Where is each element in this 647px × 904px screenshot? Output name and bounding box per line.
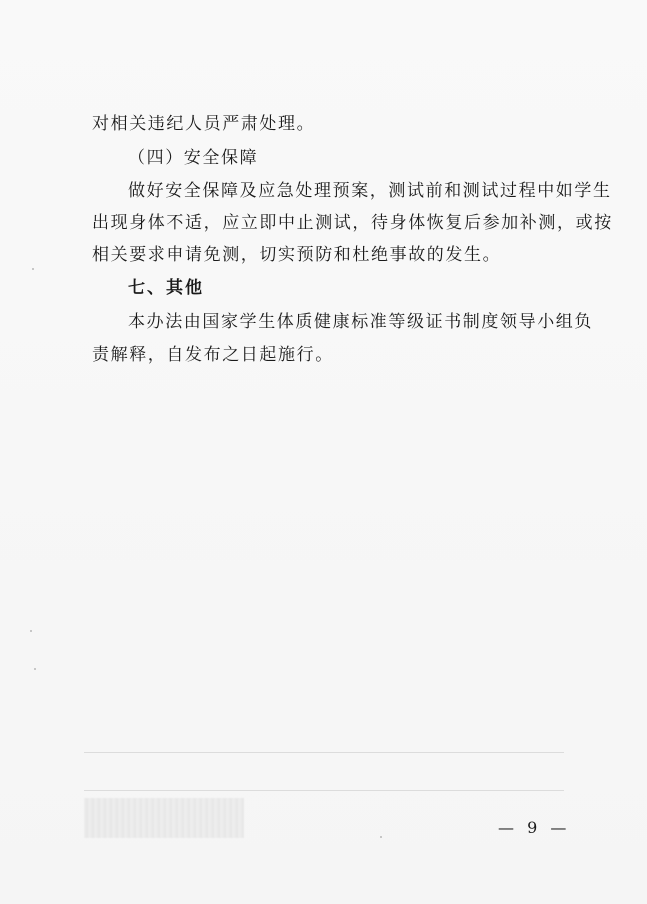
bleed-through-rule [84, 752, 564, 753]
section-heading: 七、其他 [128, 278, 204, 298]
page-number: — 9 — [498, 818, 571, 837]
section-subheading: （四）安全保障 [128, 148, 259, 168]
scan-speck [30, 630, 32, 632]
paragraph-line: 出现身体不适，应立即中止测试，待身体恢复后参加补测，或按 [92, 213, 613, 233]
paragraph-line: 做好安全保障及应急处理预案，测试前和测试过程中如学生 [128, 181, 612, 201]
paragraph-line: 责解释，自发布之日起施行。 [92, 345, 334, 365]
paragraph-line: 本办法由国家学生体质健康标准等级证书制度领导小组负 [128, 312, 593, 332]
paragraph-line: 对相关违纪人员严肃处理。 [92, 114, 316, 134]
scan-speck [34, 668, 36, 670]
bleed-through-seal [84, 798, 244, 838]
bleed-through-rule [84, 790, 564, 791]
scan-speck [32, 268, 34, 270]
scan-speck [380, 836, 382, 838]
paragraph-line: 相关要求申请免测，切实预防和杜绝事故的发生。 [92, 245, 502, 265]
